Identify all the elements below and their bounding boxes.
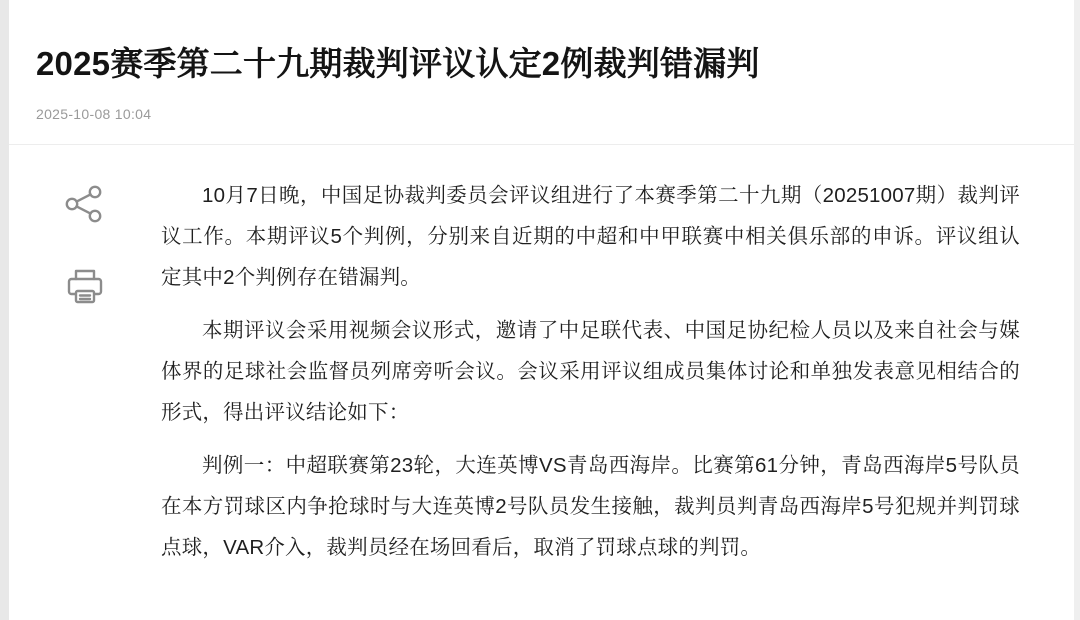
paragraph: 本期评议会采用视频会议形式，邀请了中足联代表、中国足协纪检人员以及来自社会与媒体界的足球社会监督员列席旁听会议。会议采用评议组成员集体讨论和单独发表意见相结合的形式，得出评议结论如下： [161,319,1020,424]
page-right-edge [1074,0,1080,620]
share-button[interactable] [62,181,108,227]
share-icon [65,185,105,223]
page-title: 2025赛季第二十九期裁判评议认定2例裁判错漏判 [36,45,760,82]
paragraph: 10月7日晚，中国足协裁判委员会评议组进行了本赛季第二十九期（20251007期）裁判评议工作。本期评议5个判例，分别来自近期的中超和中甲联赛中相关俱乐部的申诉。评议组认定其中2个判例存在错漏判。 [161,184,1020,289]
article-content [9,0,1074,620]
paragraph: 判例一：中超联赛第23轮，大连英博VS青岛西海岸。比赛第61分钟，青岛西海岸5号队员在本方罚球区内争抢球时与大连英博2号队员发生接触，裁判员判青岛西海岸5号犯规并判罚球点球，VAR介入，裁判员经在场回看后，取消了罚球点球的判罚。 [161,454,1021,559]
tool-rail [9,145,161,309]
article-body-area [9,145,1074,580]
page-left-edge [0,0,9,620]
publish-timestamp: 2025-10-08 10:04 [36,106,152,122]
print-icon [65,267,105,305]
print-button[interactable] [62,263,108,309]
article-paragraphs [161,145,1074,580]
